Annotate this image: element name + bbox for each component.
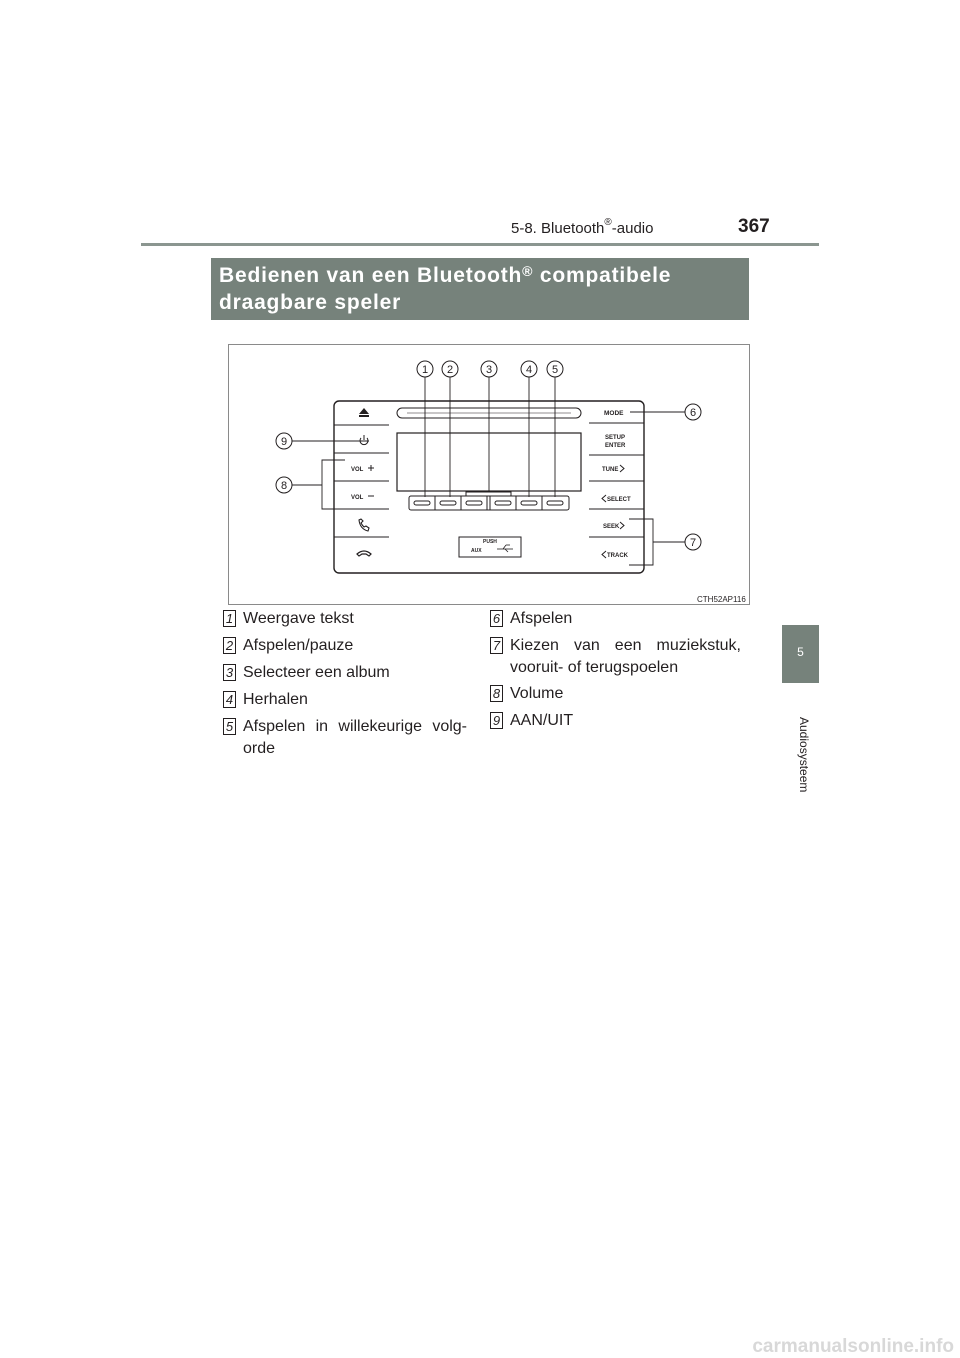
legend-text: Weergave tekst [243,610,354,627]
legend-item [490,608,745,632]
chapter-prefix: 5-8. Bluetooth [511,220,605,237]
legend-text-line: Afspelen in willekeurige volg- [243,718,467,735]
push-label: PUSH [483,539,497,545]
legend-text-line: Kiezen van een muziekstuk, [510,637,741,654]
eject-icon [359,408,369,417]
legend-text: Herhalen [243,691,308,708]
legend-number: 2 [223,637,236,654]
legend-item [223,608,468,632]
plus-icon [368,465,374,471]
legend-item [223,716,468,762]
legend-item [223,689,468,713]
legend-item [490,635,745,681]
legend-text: AAN/UIT [510,712,574,729]
callout-number: 1 [421,364,429,376]
section-title [211,258,749,320]
legend-text-line: vooruit- of terugspoelen [510,659,679,676]
legend-item [490,683,745,707]
audio-panel-figure [228,344,750,605]
legend-number: 7 [490,637,503,654]
legend-number: 6 [490,610,503,627]
watermark-text[interactable]: carmanualsonline.info [752,1336,954,1357]
chapter-tab-label: Audiosysteem [797,717,811,793]
callout-number: 7 [689,537,697,549]
legend-number: 5 [223,718,236,735]
watermark [0,1336,960,1358]
legend-item [223,662,468,686]
callout-number: 8 [280,480,288,492]
aux-label: AUX [471,548,482,554]
seek-label: SEEK [603,524,620,530]
enter-label: ENTER [605,443,626,449]
track-label: TRACK [607,553,628,559]
callout-number: 9 [280,436,288,448]
callout-number: 2 [446,364,454,376]
callout-number: 4 [525,364,533,376]
callout-numbers [281,364,696,549]
figure-code: CTH52AP116 [697,595,746,604]
chevron-right-icon [620,465,624,472]
chevron-right-icon [620,522,624,529]
preset-buttons [409,492,569,510]
vol-down-label: VOL [351,495,364,501]
chevron-left-icon [602,551,606,558]
select-label: SELECT [607,497,631,503]
legend-text: Afspelen/pauze [243,637,354,654]
callout-number: 6 [689,407,697,419]
phone-hangup-icon [357,551,371,556]
legend-number: 4 [223,691,236,708]
phone-pickup-icon [359,519,369,531]
legend-item [490,710,745,734]
legend-item [223,635,468,659]
legend-text-line: orde [243,740,276,757]
legend-number: 9 [490,712,503,729]
chapter-header [511,217,654,237]
audio-panel-illustration [229,345,751,606]
legend-text: Volume [510,685,564,702]
chapter-tab[interactable]: 5 [782,625,819,683]
section-title-line1: Bedienen van een Bluetooth® compatibele [219,263,672,287]
vol-up-label: VOL [351,467,364,473]
legend-number: 3 [223,664,236,681]
chapter-suffix: -audio [611,220,654,237]
setup-label: SETUP [605,435,626,441]
legend-text: Afspelen [510,610,573,627]
header-divider [141,243,819,246]
legend-number: 1 [223,610,236,627]
legend-number: 8 [490,685,503,702]
tune-label: TUNE [602,467,619,473]
callout-number: 3 [485,364,493,376]
callout-number: 5 [551,364,559,376]
section-title-line2: draagbare speler [219,291,402,314]
chevron-left-icon [602,495,606,502]
usb-icon [497,545,513,552]
legend-text: Selecteer een album [243,664,390,681]
registered-mark: ® [604,217,612,228]
page-number: 367 [738,216,770,237]
mode-label: MODE [604,410,624,417]
power-icon [360,435,368,445]
